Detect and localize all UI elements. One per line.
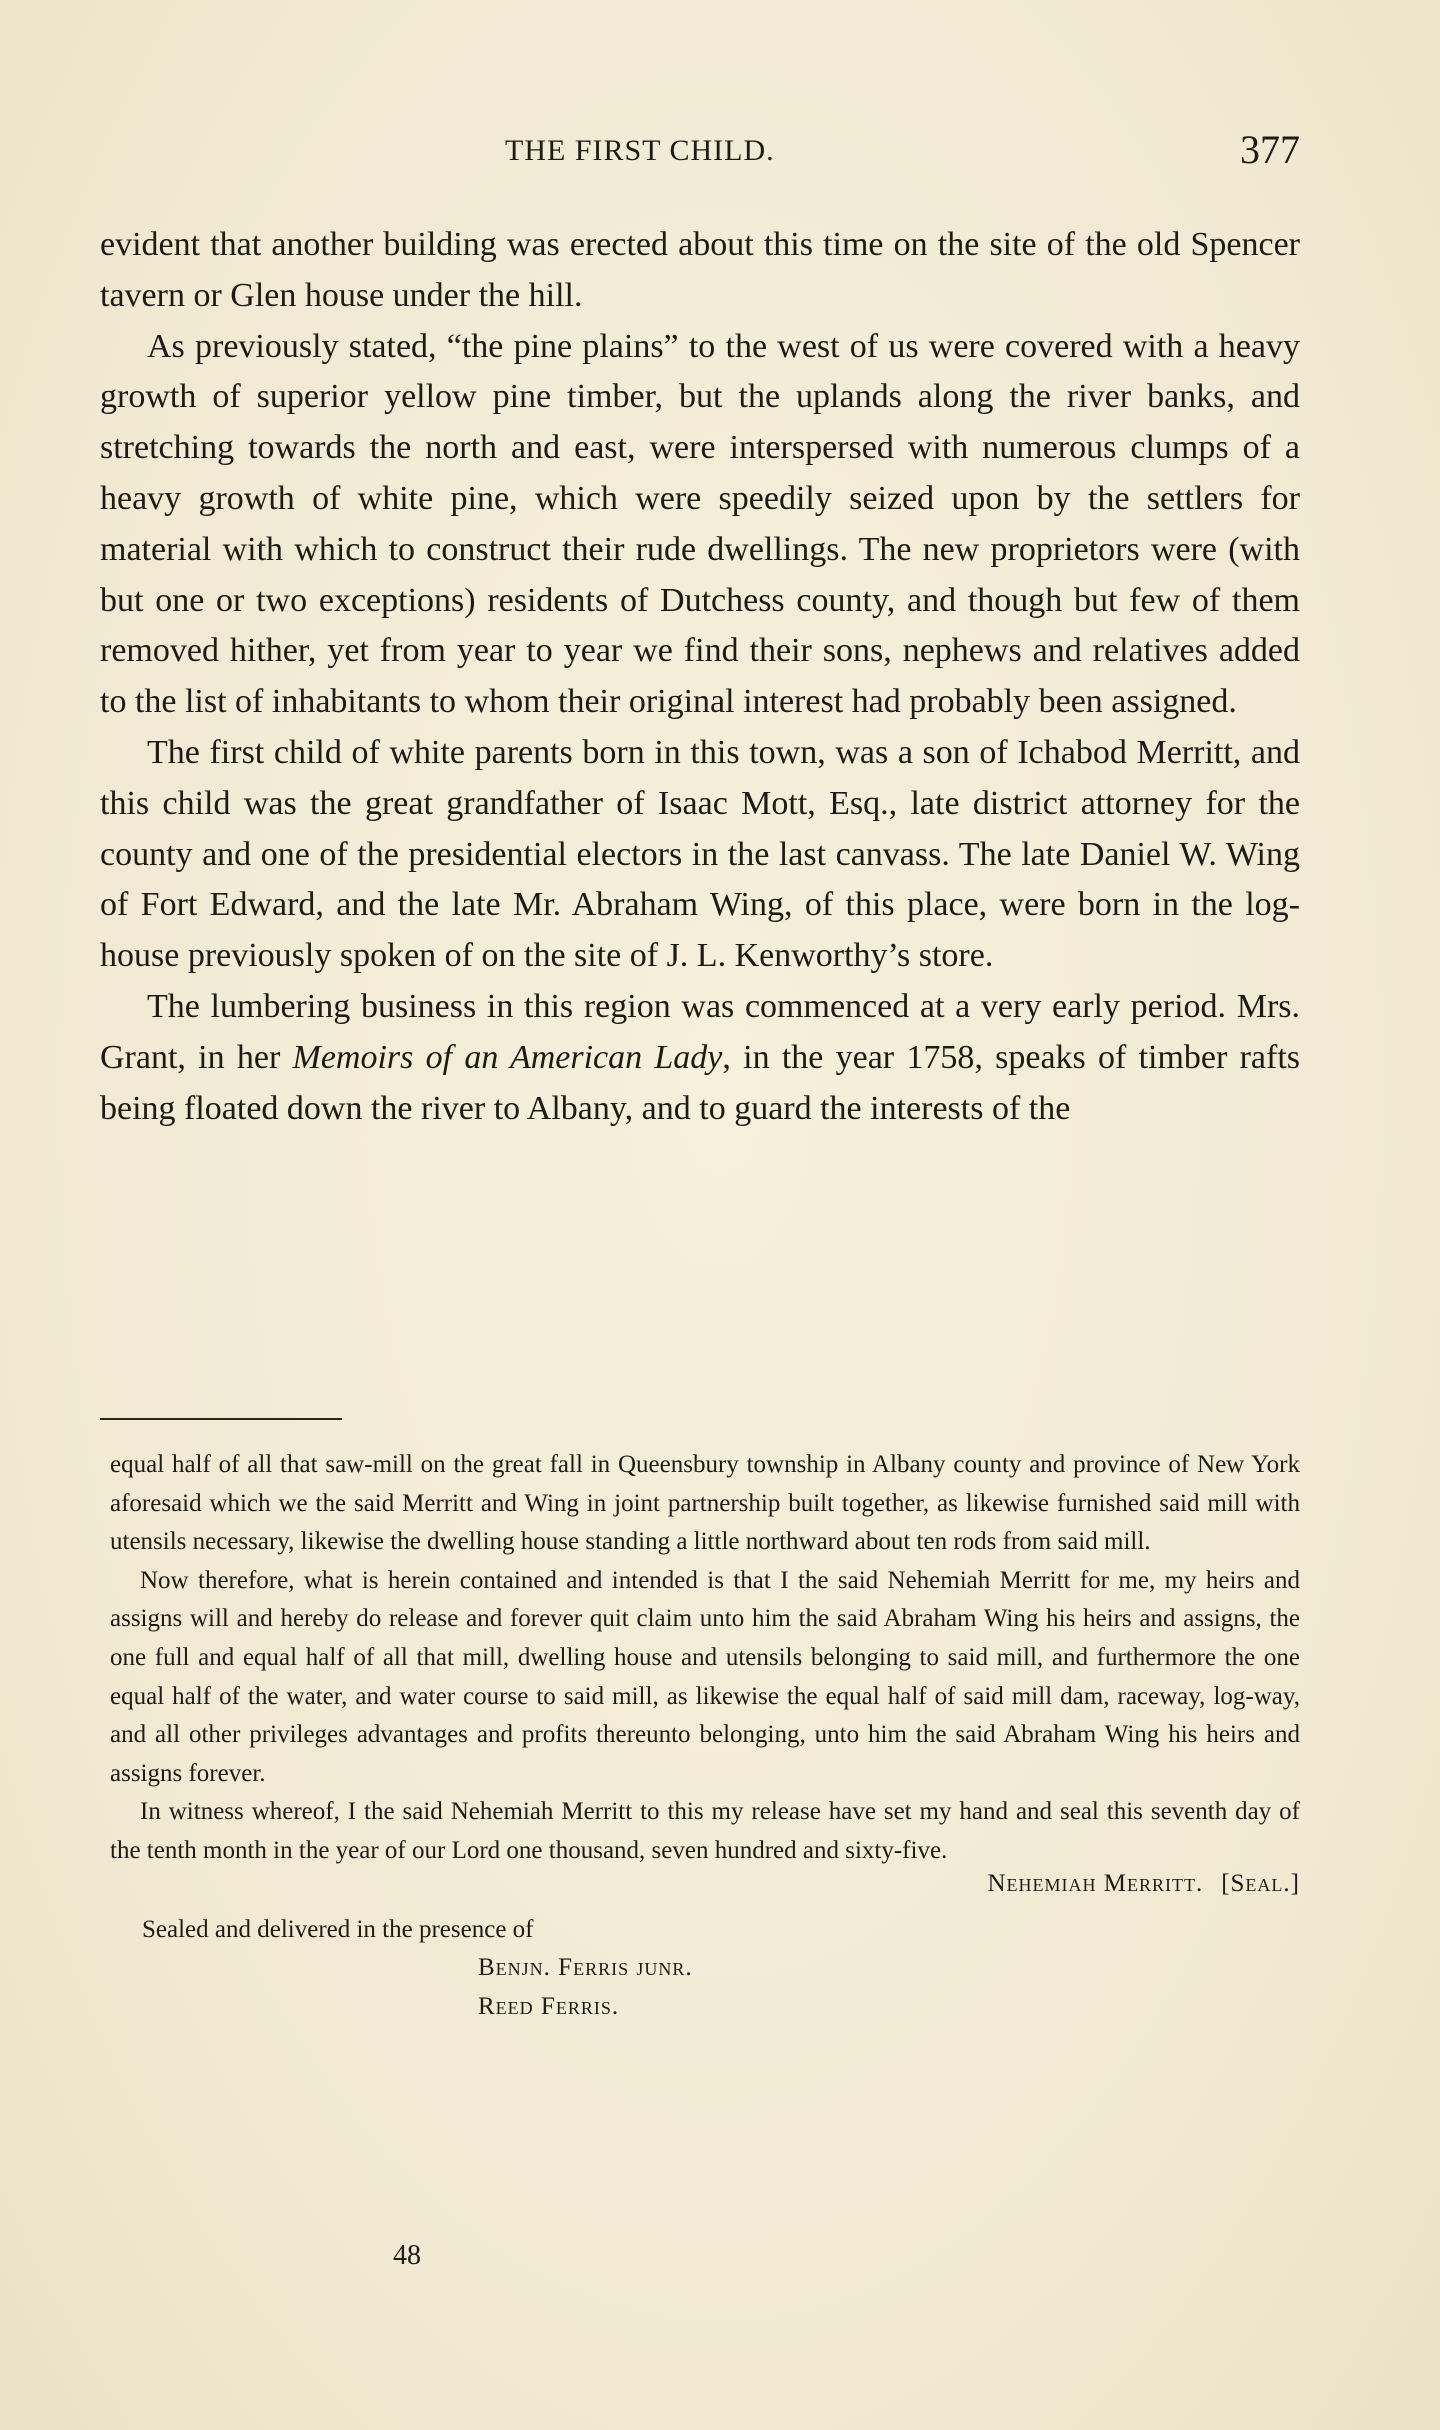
- seal-mark: [Seal.]: [1221, 1869, 1300, 1897]
- paragraph: evident that another building was erected about this time on the site of the old Spencer tavern or Glen house under the hill.: [100, 226, 1300, 314]
- paragraph: As previously stated, “the pine plains” to the west of us were covered with a heavy growth of superior yellow pine timber, but the uplands along the river banks, and stretching towards the north and east, were interspersed with numerous clumps of a heavy growth of white pine, which were speedily seized upon by the settlers for material with which to construct their rude dwellings. The new proprietors were (with but one or two exceptions) residents of Dutchess county, and though but few of them removed hither, yet from year to year we find their sons, nephews and relatives added to the list of inhabitants to whom their original interest had probably been assigned.: [100, 327, 1300, 721]
- book-title: Memoirs of an American Lady: [292, 1038, 723, 1076]
- footnote-rule: [100, 1418, 342, 1420]
- footnote-paragraph: equal half of all that saw-mill on the great fall in Queensbury township in Albany county and province of New York aforesaid which we the said Merritt and Wing in joint partnership built together, as likewise furnished said mill with utensils necessary, likewise the dwelling house standing a little northward about ten rods from said mill.: [110, 1451, 1300, 1556]
- page-header: [100, 128, 1300, 178]
- sealed-line: Sealed and delivered in the presence of: [142, 1915, 534, 1943]
- text-run: , in the year 1758, speaks of timber rafts being floated down the river to Albany, and to guard the interests of the: [100, 1038, 1301, 1127]
- running-head: THE FIRST CHILD.: [505, 134, 775, 167]
- signatory: [987, 1865, 1300, 1904]
- witness-name: Reed Ferris.: [478, 1992, 620, 2020]
- footnote: [110, 1446, 1300, 2026]
- footnote-paragraph: Now therefore, what is herein contained and intended is that I the said Nehemiah Merritt for me, my heirs and assigns will and hereby do release and forever quit claim unto him the said Abraham Wing his heirs and assigns, the one full and equal half of all that mill, dwelling house and utensils belonging to said mill, and furthermore the one equal half of the water, and water course to said mill, as likewise the equal half of said mill dam, raceway, log-way, and all other privileges advantages and profits thereunto belonging, unto him the said Abraham Wing his heirs and assigns forever.: [110, 1566, 1300, 1787]
- paragraph-lumbering: [100, 982, 1300, 1134]
- witness-name: Benjn. Ferris junr.: [478, 1954, 693, 1982]
- main-text: [100, 220, 1300, 1134]
- signature-mark: 48: [393, 2240, 421, 2271]
- paragraph: The first child of white parents born in this town, was a son of Ichabod Merritt, and this child was the great grandfather of Isaac Mott, Esq., late district attorney for the county and one of the presidential electors in the last canvass. The late Daniel W. Wing of Fort Edward, and the late Mr. Abraham Wing, of this place, were born in the log-house previously spoken of on the site of J. L. Kenworthy’s store.: [100, 733, 1300, 975]
- footnote-paragraph: In witness whereof, I the said Nehemiah Merritt to this my release have set my hand and seal this seventh day of the tenth month in the year of our Lord one thousand, seven hundred and sixty-five.: [110, 1798, 1300, 1864]
- signatory-name: Nehemiah Merritt.: [987, 1869, 1204, 1897]
- page-number: 377: [1240, 127, 1300, 172]
- text-run: The lumbering business in this region was commenced at a very early period. Mrs. Grant, in her: [100, 987, 1300, 1076]
- signature-line: [110, 1871, 1300, 1911]
